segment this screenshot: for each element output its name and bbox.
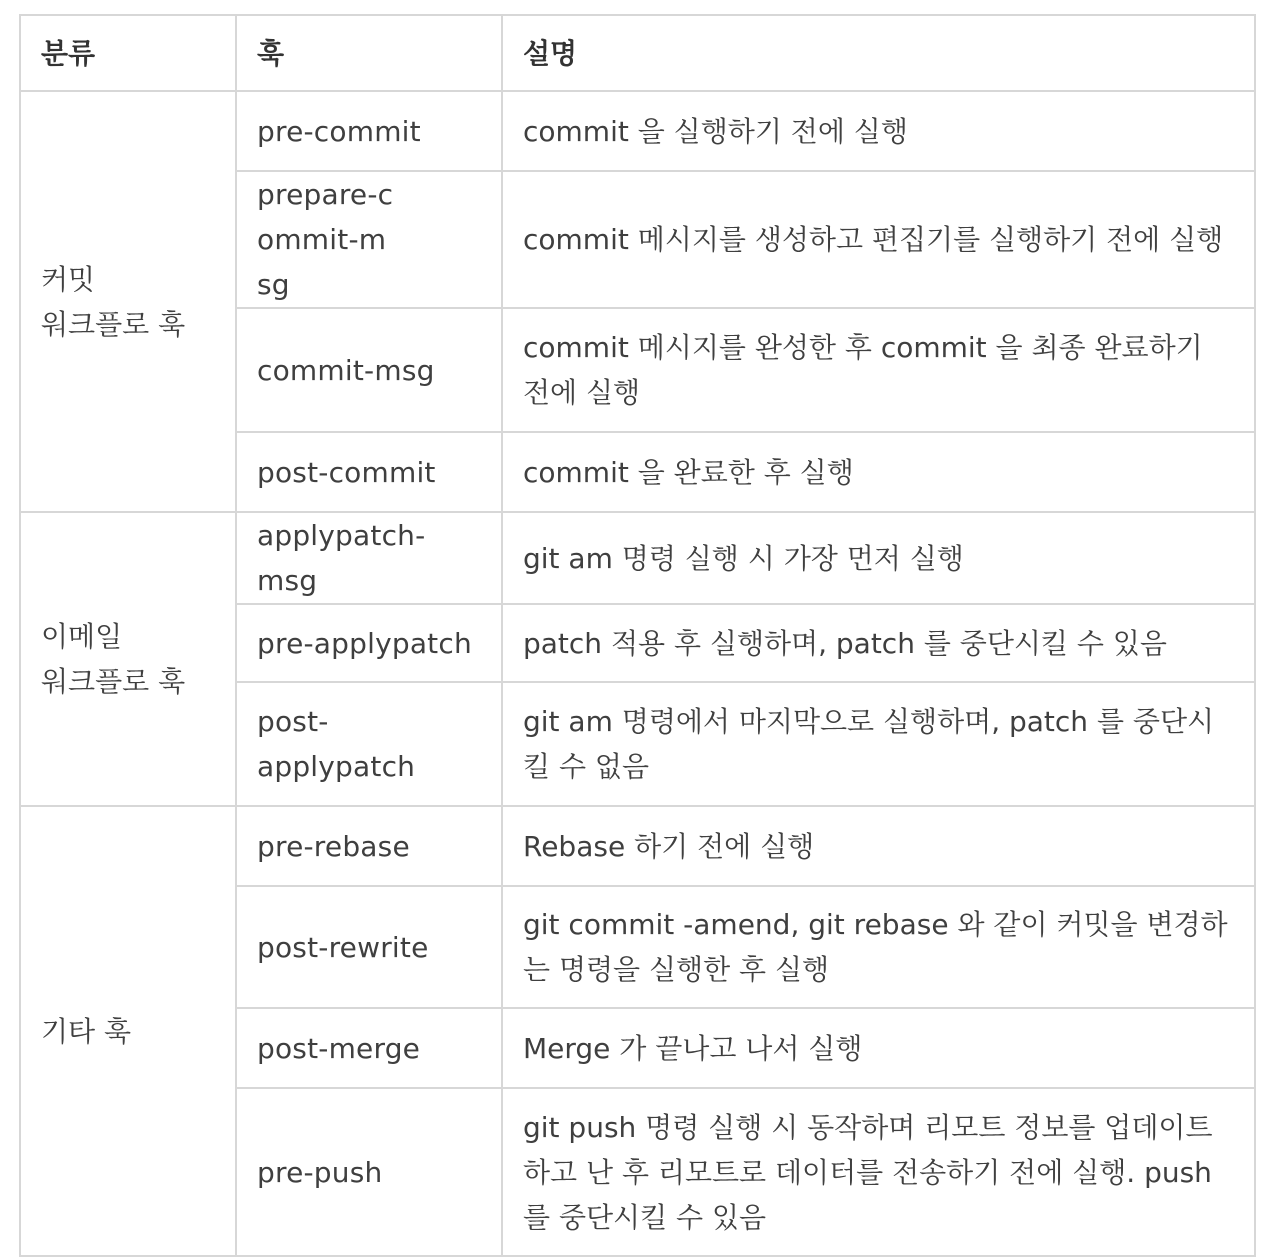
git-hooks-table: [19, 14, 1256, 1257]
header-category: 분류: [20, 15, 236, 91]
header-row: [20, 15, 1255, 91]
table-row: [20, 806, 1255, 886]
category-cell: [20, 91, 236, 512]
hook-description: Merge 가 끝나고 나서 실행: [502, 1008, 1255, 1088]
category-line: 커밋: [41, 262, 96, 296]
hook-name: post-rewrite: [236, 886, 502, 1008]
category-line: 기타 훅: [41, 1014, 132, 1048]
hook-description: git am 명령에서 마지막으로 실행하며, patch 를 중단시킬 수 없음: [502, 682, 1255, 806]
hook-description: patch 적용 후 실행하며, patch 를 중단시킬 수 있음: [502, 604, 1255, 682]
hook-description: git push 명령 실행 시 동작하며 리모트 정보를 업데이트하고 난 후 리모트로 데이터를 전송하기 전에 실행. push 를 중단시킬 수 있음: [502, 1088, 1255, 1256]
category-line: 워크플로 훅: [41, 307, 186, 341]
category-line: 워크플로 훅: [41, 665, 186, 698]
header-description: 설명: [502, 15, 1255, 91]
hook-description: commit 메시지를 생성하고 편집기를 실행하기 전에 실행: [502, 171, 1255, 308]
header-hook: 훅: [236, 15, 502, 91]
hook-name: applypatch-msg: [236, 512, 502, 604]
category-cell: [20, 512, 236, 806]
hook-description: commit 메시지를 완성한 후 commit 을 최종 완료하기 전에 실행: [502, 308, 1255, 432]
hook-description: commit 을 실행하기 전에 실행: [502, 91, 1255, 171]
hook-name: [236, 171, 502, 308]
hook-name-text: prepare-commit-msg: [257, 178, 394, 301]
hook-name: pre-commit: [236, 91, 502, 171]
hook-description: Rebase 하기 전에 실행: [502, 806, 1255, 886]
hook-name: pre-applypatch: [236, 604, 502, 682]
hook-description: git commit -amend, git rebase 와 같이 커밋을 변경하는 명령을 실행한 후 실행: [502, 886, 1255, 1008]
category-line: 이메일: [41, 620, 123, 653]
category-cell: [20, 806, 236, 1256]
hook-name: post-merge: [236, 1008, 502, 1088]
hook-name: commit-msg: [236, 308, 502, 432]
hook-name: pre-push: [236, 1088, 502, 1256]
hook-description: commit 을 완료한 후 실행: [502, 432, 1255, 512]
hook-name: post-applypatch: [236, 682, 502, 806]
table-row: [20, 91, 1255, 171]
hook-description: git am 명령 실행 시 가장 먼저 실행: [502, 512, 1255, 604]
hook-name: post-commit: [236, 432, 502, 512]
hook-name: pre-rebase: [236, 806, 502, 886]
table-row: [20, 512, 1255, 604]
